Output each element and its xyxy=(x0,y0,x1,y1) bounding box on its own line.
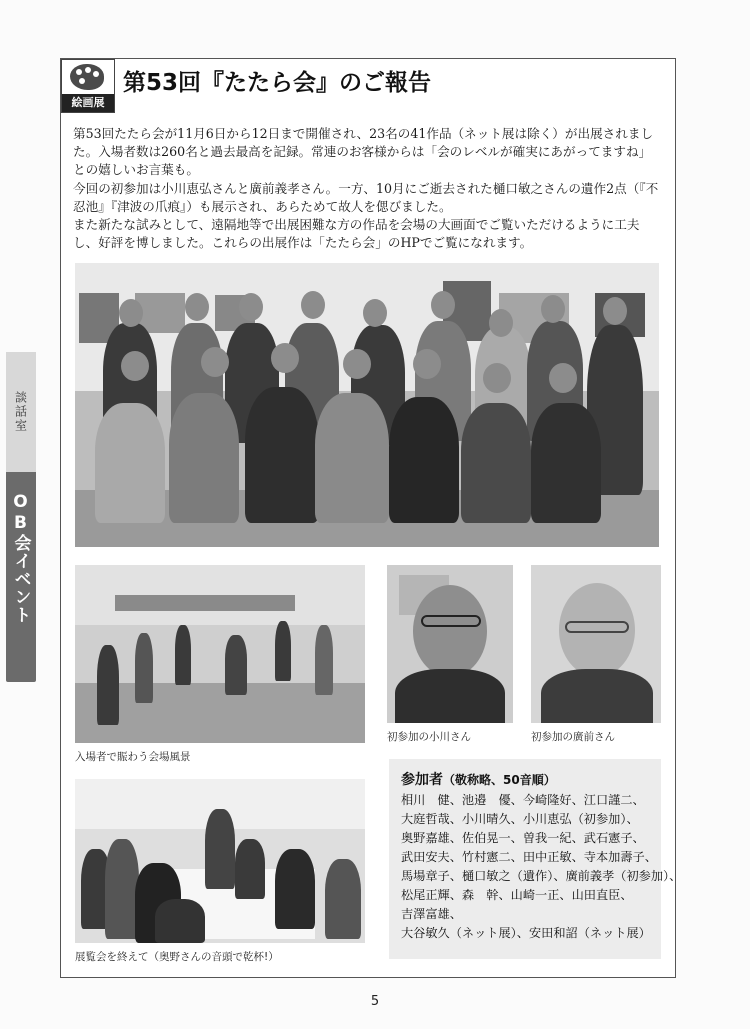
toast-photo xyxy=(75,779,365,943)
group-photo xyxy=(75,263,659,547)
participants-line: 大谷敏久（ネット展）、安田和詔（ネット展） xyxy=(401,926,651,940)
participants-line: 大庭哲哉、小川晴久、小川恵弘（初参加）、 xyxy=(401,812,639,826)
article-title: 第53回『たたら会』のご報告 xyxy=(123,70,432,96)
page-number: 5 xyxy=(370,994,380,1009)
painting-exhibition-badge xyxy=(61,59,115,113)
palette-icon xyxy=(70,64,104,90)
paragraph: 第53回たたら会が11月6日から12日まで開催され、23名の41作品（ネット展は除く）が出展されました。入場者数は260名と過去最高を記録。常連のお客様からは「会のレベルが確実にあがってますね」との嬉しいお言葉も。 xyxy=(73,126,654,178)
participants-heading-note: （敬称略、50音順） xyxy=(443,773,556,787)
paragraph: 今回の初参加は小川恵弘さんと廣前義孝さん。一方、10月にご逝去された樋口敏之さんの遺作2点（『不忍池』『津波の爪痕』）も展示され、あらためて故人を偲びました。 xyxy=(73,180,659,214)
article-body xyxy=(73,125,661,252)
hiromae-caption: 初参加の廣前さん xyxy=(531,731,615,743)
participants-heading xyxy=(401,769,556,789)
toast-caption: 展覧会を終えて（奥野さんの音頭で乾杯!） xyxy=(75,951,279,963)
participants-list xyxy=(401,791,682,943)
participants-line: 馬場章子、樋口敏之（遺作）、廣前義孝（初参加）、 xyxy=(401,869,682,883)
badge-label: 絵画展 xyxy=(62,94,114,112)
participants-line: 相川 健、池邉 優、今崎隆好、江口謹二、 xyxy=(401,793,645,807)
side-section-tab xyxy=(6,352,36,682)
participants-heading-main: 参加者 xyxy=(401,772,443,788)
participants-line: 吉澤富雄、 xyxy=(401,907,462,921)
participants-line: 奥野嘉雄、佐伯晃一、曽我一紀、武石憲子、 xyxy=(401,831,645,845)
participants-line: 松尾正輝、森 幹、山崎一正、山田直臣、 xyxy=(401,888,633,902)
portrait-ogawa-photo xyxy=(387,565,513,723)
participants-line: 武田安夫、竹村憲二、田中正敏、寺本加壽子、 xyxy=(401,850,657,864)
venue-photo xyxy=(75,565,365,743)
participants-box xyxy=(389,759,682,959)
paragraph: また新たな試みとして、遠隔地等で出展困難な方の作品を会場の大画面でご覧いただけるように工夫し、好評を博しました。これらの出展作は「たたら会」のHPでご覧になれます。 xyxy=(73,217,640,251)
side-tab-title: OB会イベント xyxy=(10,492,31,624)
side-tab-category: 談話室 xyxy=(6,352,36,472)
ogawa-caption: 初参加の小川さん xyxy=(387,731,471,743)
portrait-hiromae-photo xyxy=(531,565,661,723)
venue-caption: 入場者で賑わう会場風景 xyxy=(75,751,191,763)
article-frame xyxy=(60,58,682,978)
